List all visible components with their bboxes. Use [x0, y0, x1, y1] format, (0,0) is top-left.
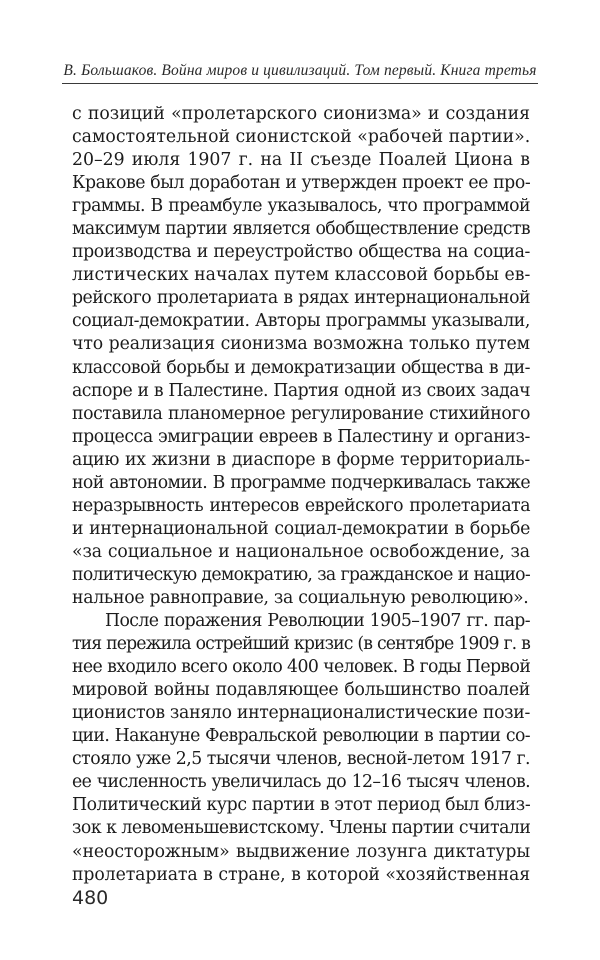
header-rule [62, 83, 538, 84]
paragraph-1 [72, 103, 530, 610]
text-line: с позиций «пролетарского сионизма» и создания [72, 104, 530, 124]
text-line: пролетариата в стране, в которой «хозяйственная [72, 864, 530, 885]
text-line: Политический курс партии в этот период был близ- [72, 795, 531, 816]
text-line: аспоре и в Палестине. Партия одной из своих задач [72, 380, 530, 401]
text-line: что реализация сионизма возможна только путем [72, 334, 530, 355]
text-line: социал-демократии. Авторы программы указывали, [72, 311, 530, 332]
page-number: 480 [72, 887, 109, 909]
text-line: самостоятельной сионистской «рабочей партии». [72, 127, 531, 148]
text-line: зок к левоменьшевистскому. Члены партии считали [72, 818, 531, 839]
text-line: 20–29 июля 1907 г. на II съезде Поалей Циона в [72, 150, 530, 171]
text-line: процесса эмиграции евреев в Палестину и организ- [72, 426, 530, 447]
text-line: После поражения Революции 1905–1907 гг. пар- [105, 611, 530, 632]
paragraph-2 [72, 610, 530, 887]
text-line: ционистов заняло интернационалистические пози- [72, 703, 531, 724]
text-line: рейского пролетариата в рядах интернациональной [72, 288, 530, 309]
text-line: нее входило всего около 400 человек. В годы Первой [72, 657, 531, 678]
text-line: производства и переустройство общества на социа- [72, 242, 530, 263]
text-line: ной автономии. В программе подчеркивалась также [72, 472, 530, 493]
text-line: нальное равноправие, за социальную революцию». [72, 587, 529, 608]
running-header-title: В. Большаков. Война миров и цивилизаций. Том первый. Книга третья [63, 62, 537, 79]
text-line: максимум партии является обобществление средств [72, 219, 530, 240]
text-line: граммы. В преамбуле указывалось, что программой [72, 196, 530, 217]
text-line: и интернациональной социал-демократии в борьбе [72, 518, 530, 539]
text-line: ацию их жизни в диаспоре в форме территориаль- [72, 449, 530, 470]
text-line: поставила планомерное регулирование стихийного [72, 403, 530, 424]
text-line: ции. Накануне Февральской революции в партии со- [72, 726, 530, 747]
text-line: тия пережила острейший кризис (в сентябре 1909 г. в [72, 634, 530, 655]
body-text [72, 103, 530, 887]
text-line: политическую демократию, за гражданское и нацио- [72, 564, 530, 585]
text-line: неразрывность интересов еврейского пролетариата [72, 495, 530, 516]
text-line: «за социальное и национальное освобождение, за [72, 541, 530, 562]
text-line: листических началах путем классовой борьбы ев- [72, 265, 531, 286]
text-line: классовой борьбы и демократизации общества в ди- [72, 357, 530, 378]
text-line: «неосторожным» выдвижение лозунга диктатуры [72, 841, 530, 862]
text-line: мировой войны подавляющее большинство поалей [72, 680, 530, 701]
text-line: стояло уже 2,5 тысячи членов, весной-летом 1917 г. [72, 749, 530, 770]
text-line: Кракове был доработан и утвержден проект ее про- [72, 173, 531, 194]
text-line: ее численность увеличилась до 12–16 тысяч членов. [72, 772, 530, 793]
